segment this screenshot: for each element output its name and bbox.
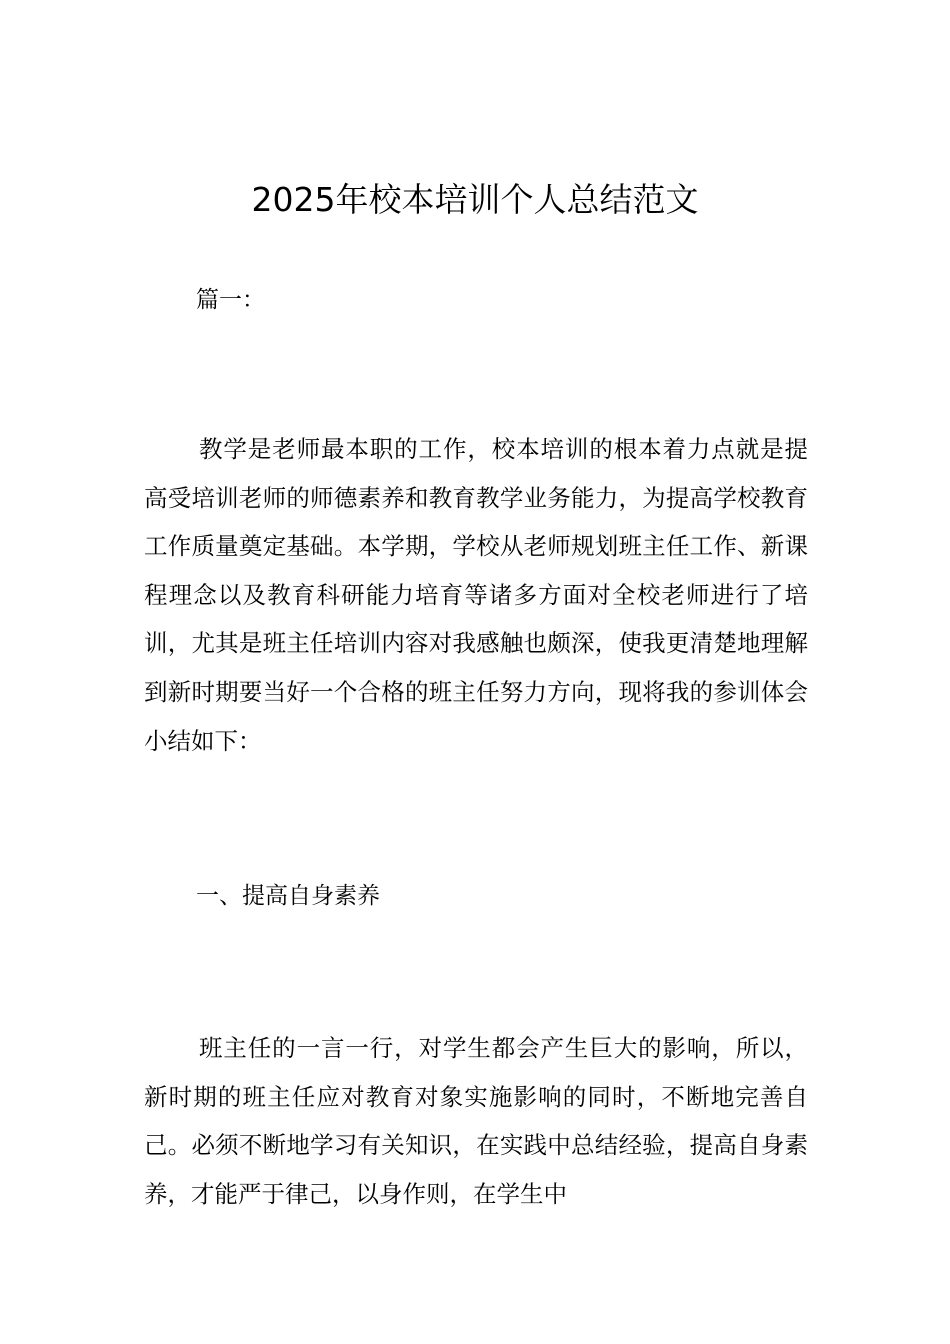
document-title: 2025年校本培训个人总结范文 <box>251 180 699 219</box>
part-label: 篇一： <box>196 287 265 313</box>
section-heading: 一、提高自身素养 <box>196 883 380 909</box>
paragraph-body: 班主任的一言一行，对学生都会产生巨大的影响，所以，新时期的班主任应对教育对象实施影响的同时，不断地完善自己。必须不断地学习有关知识，在实践中总结经验，提高自身素养，才能严于律己，以身作则，在学生中 <box>144 1034 808 1208</box>
paragraph-intro: 教学是老师最本职的工作，校本培训的根本着力点就是提高受培训老师的师德素养和教育教学业务能力，为提高学校教育工作质量奠定基础。本学期，学校从老师规划班主任工作、新课程理念以及教育科研能力培育等诸多方面对全校老师进行了培训，尤其是班主任培训内容对我感触也颇深，使我更清楚地理解到新时期要当好一个合格的班主任努力方向，现将我的参训体会小结如下： <box>144 435 808 755</box>
